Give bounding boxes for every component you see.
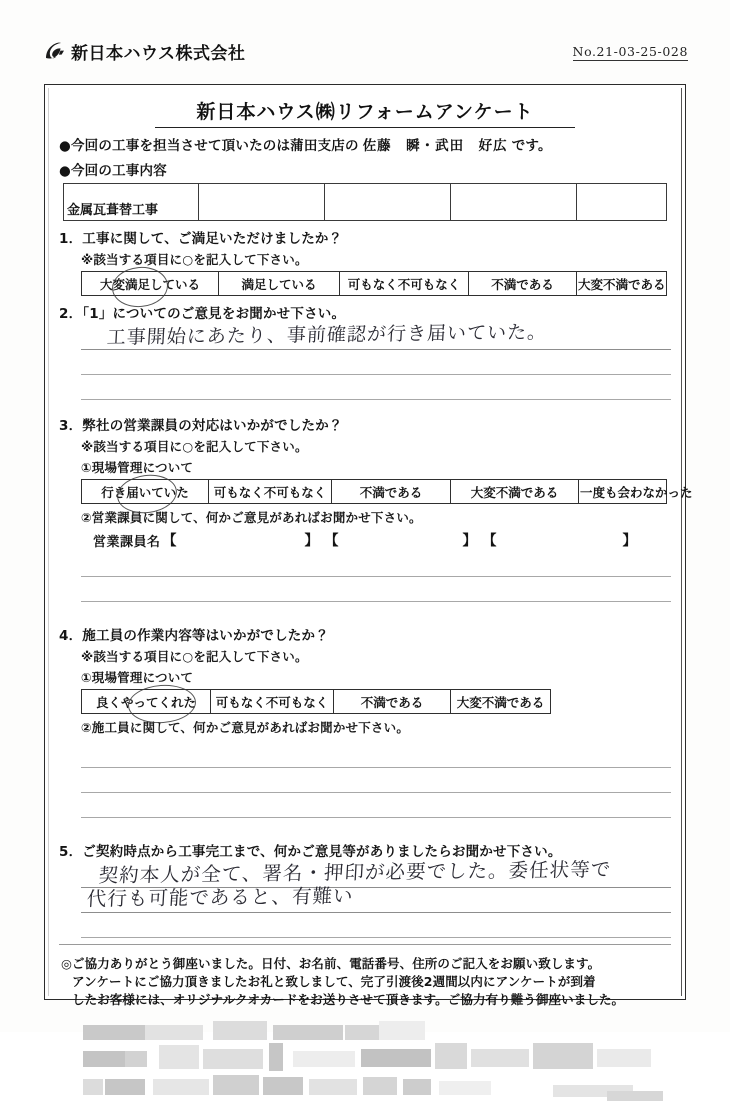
question-5-answer-area bbox=[81, 857, 671, 938]
answer-rule[interactable] bbox=[81, 739, 671, 768]
footer-line-2: アンケートにご協力頂きましたお礼と致しまして、完了引渡後2週間以内にアンケートが到着 bbox=[72, 974, 596, 990]
sales-staff-name-field-1[interactable] bbox=[163, 530, 319, 550]
question-2-heading: 2．「1」についてのご意見をお聞かせ下さい。 bbox=[59, 306, 346, 322]
page-title: 新日本ハウス㈱リフォームアンケート bbox=[155, 93, 575, 128]
question-3-sub1: ①現場管理について bbox=[81, 460, 194, 475]
option-label: 良くやってくれた bbox=[95, 694, 196, 710]
charge-line-suffix: です。 bbox=[511, 138, 552, 154]
bracket-close: 】 bbox=[622, 533, 637, 549]
table-row bbox=[82, 690, 551, 714]
question-3-note: ※該当する項目に○を記入して下さい。 bbox=[81, 439, 308, 454]
question-4-sub1: ①現場管理について bbox=[81, 670, 194, 685]
handwritten-answer: 代行も可能であると、有難い bbox=[86, 884, 355, 911]
charge-line-prefix: ●今回の工事を担当させて頂いたのは蒲田支店の bbox=[59, 138, 359, 154]
option-cell-q1-1[interactable]: 満足している bbox=[219, 272, 340, 296]
question-1-options bbox=[81, 271, 667, 296]
answer-rule[interactable] bbox=[81, 350, 671, 375]
answer-rule[interactable] bbox=[81, 552, 671, 577]
option-cell-q4-0[interactable] bbox=[82, 690, 211, 714]
company-logo-block bbox=[40, 38, 246, 64]
footer-line-3: したお客様には、オリジナルクオカードをお送りさせて頂きます。ご協力有り難う御座いました。 bbox=[72, 992, 625, 1008]
option-cell-q4-2[interactable]: 不満である bbox=[334, 690, 451, 714]
question-4-heading: 4．施工員の作業内容等はいかがでしたか？ bbox=[59, 628, 329, 644]
handwritten-answer: 契約本人が全て、署名・押印が必要でした。委任状等で bbox=[98, 857, 612, 888]
charge-staff-names: 佐藤 瞬・武田 好広 bbox=[362, 138, 508, 154]
option-cell-q3-4[interactable]: 一度も会わなかった bbox=[579, 480, 667, 504]
option-cell-q4-3[interactable]: 大変不満である bbox=[451, 690, 551, 714]
work-content-cell[interactable] bbox=[451, 184, 577, 221]
option-label: 行き届いていた bbox=[101, 484, 189, 500]
question-4-answer-area bbox=[81, 739, 671, 818]
answer-rule[interactable] bbox=[81, 884, 671, 913]
work-content-label: ●今回の工事内容 bbox=[59, 163, 167, 179]
option-cell-q1-3[interactable]: 不満である bbox=[469, 272, 577, 296]
footer-note bbox=[61, 955, 671, 1009]
option-label: 大変満足している bbox=[99, 276, 200, 292]
table-row bbox=[82, 480, 667, 504]
redacted-personal-info bbox=[83, 1021, 663, 1103]
work-content-cell[interactable]: 金属瓦葺替工事 bbox=[64, 184, 199, 221]
work-content-cell[interactable] bbox=[325, 184, 451, 221]
question-1-note: ※該当する項目に○を記入して下さい。 bbox=[81, 252, 308, 267]
question-3-heading: 3．弊社の営業課員の対応はいかがでしたか？ bbox=[59, 418, 343, 434]
document-number: No.21-03-25-028 bbox=[572, 44, 688, 59]
option-cell-q3-0[interactable] bbox=[82, 480, 209, 504]
document-header bbox=[0, 38, 730, 78]
sales-staff-name-row bbox=[93, 530, 671, 550]
sales-staff-name-label: 営業課員名 bbox=[93, 534, 161, 550]
option-cell-q3-1[interactable]: 可もなく不可もなく bbox=[209, 480, 332, 504]
option-cell-q1-2[interactable]: 可もなく不可もなく bbox=[340, 272, 469, 296]
footer-line-1: ◎ご協力ありがとう御座いました。日付、お名前、電話番号、住所のご記入をお願い致します。 bbox=[61, 956, 601, 971]
question-4-note: ※該当する項目に○を記入して下さい。 bbox=[81, 649, 308, 664]
bracket-open: 【 bbox=[162, 533, 177, 549]
charge-staff-line bbox=[59, 134, 671, 154]
question-5-heading: 5．ご契約時点から工事完工まで、何かご意見等がありましたらお聞かせ下さい。 bbox=[59, 844, 562, 860]
question-3-answer-area bbox=[81, 552, 671, 602]
bracket-close: 】 bbox=[304, 533, 319, 549]
question-4-sub2: ②施工員に関して、何かご意見があればお聞かせ下さい。 bbox=[81, 720, 410, 735]
question-3-options bbox=[81, 479, 693, 504]
bracket-close: 】 bbox=[462, 533, 477, 549]
bracket-open: 【 bbox=[482, 533, 497, 549]
sales-staff-name-field-2[interactable] bbox=[325, 530, 477, 550]
bracket-open: 【 bbox=[324, 533, 339, 549]
option-cell-q3-2[interactable]: 不満である bbox=[332, 480, 451, 504]
footer-divider bbox=[59, 944, 671, 945]
answer-rule[interactable] bbox=[81, 793, 671, 818]
sales-staff-name-field-3[interactable] bbox=[483, 530, 637, 550]
option-cell-q1-4[interactable]: 大変不満である bbox=[577, 272, 667, 296]
work-content-cell[interactable] bbox=[199, 184, 325, 221]
table-row bbox=[64, 184, 667, 221]
form-frame bbox=[44, 84, 693, 1008]
answer-rule[interactable] bbox=[81, 321, 671, 350]
option-cell-q1-0[interactable] bbox=[82, 272, 219, 296]
question-3-sub2: ②営業課員に関して、何かご意見があればお聞かせ下さい。 bbox=[81, 510, 422, 525]
answer-rule[interactable] bbox=[81, 577, 671, 602]
table-row bbox=[82, 272, 667, 296]
question-4-options bbox=[81, 689, 551, 714]
answer-rule[interactable] bbox=[81, 375, 671, 400]
swirl-logo-icon bbox=[40, 38, 66, 64]
work-content-table bbox=[63, 183, 667, 221]
question-1-heading: 1．工事に関して、ご満足いただけましたか？ bbox=[59, 231, 343, 247]
answer-rule[interactable] bbox=[81, 768, 671, 793]
work-content-cell[interactable] bbox=[577, 184, 667, 221]
option-cell-q4-1[interactable]: 可もなく不可もなく bbox=[211, 690, 334, 714]
option-cell-q3-3[interactable]: 大変不満である bbox=[451, 480, 579, 504]
question-2-answer-area bbox=[81, 321, 671, 400]
company-name: 新日本ハウス株式会社 bbox=[71, 43, 246, 64]
answer-rule[interactable] bbox=[81, 913, 671, 938]
handwritten-answer: 工事開始にあたり、事前確認が行き届いていた。 bbox=[106, 321, 548, 349]
